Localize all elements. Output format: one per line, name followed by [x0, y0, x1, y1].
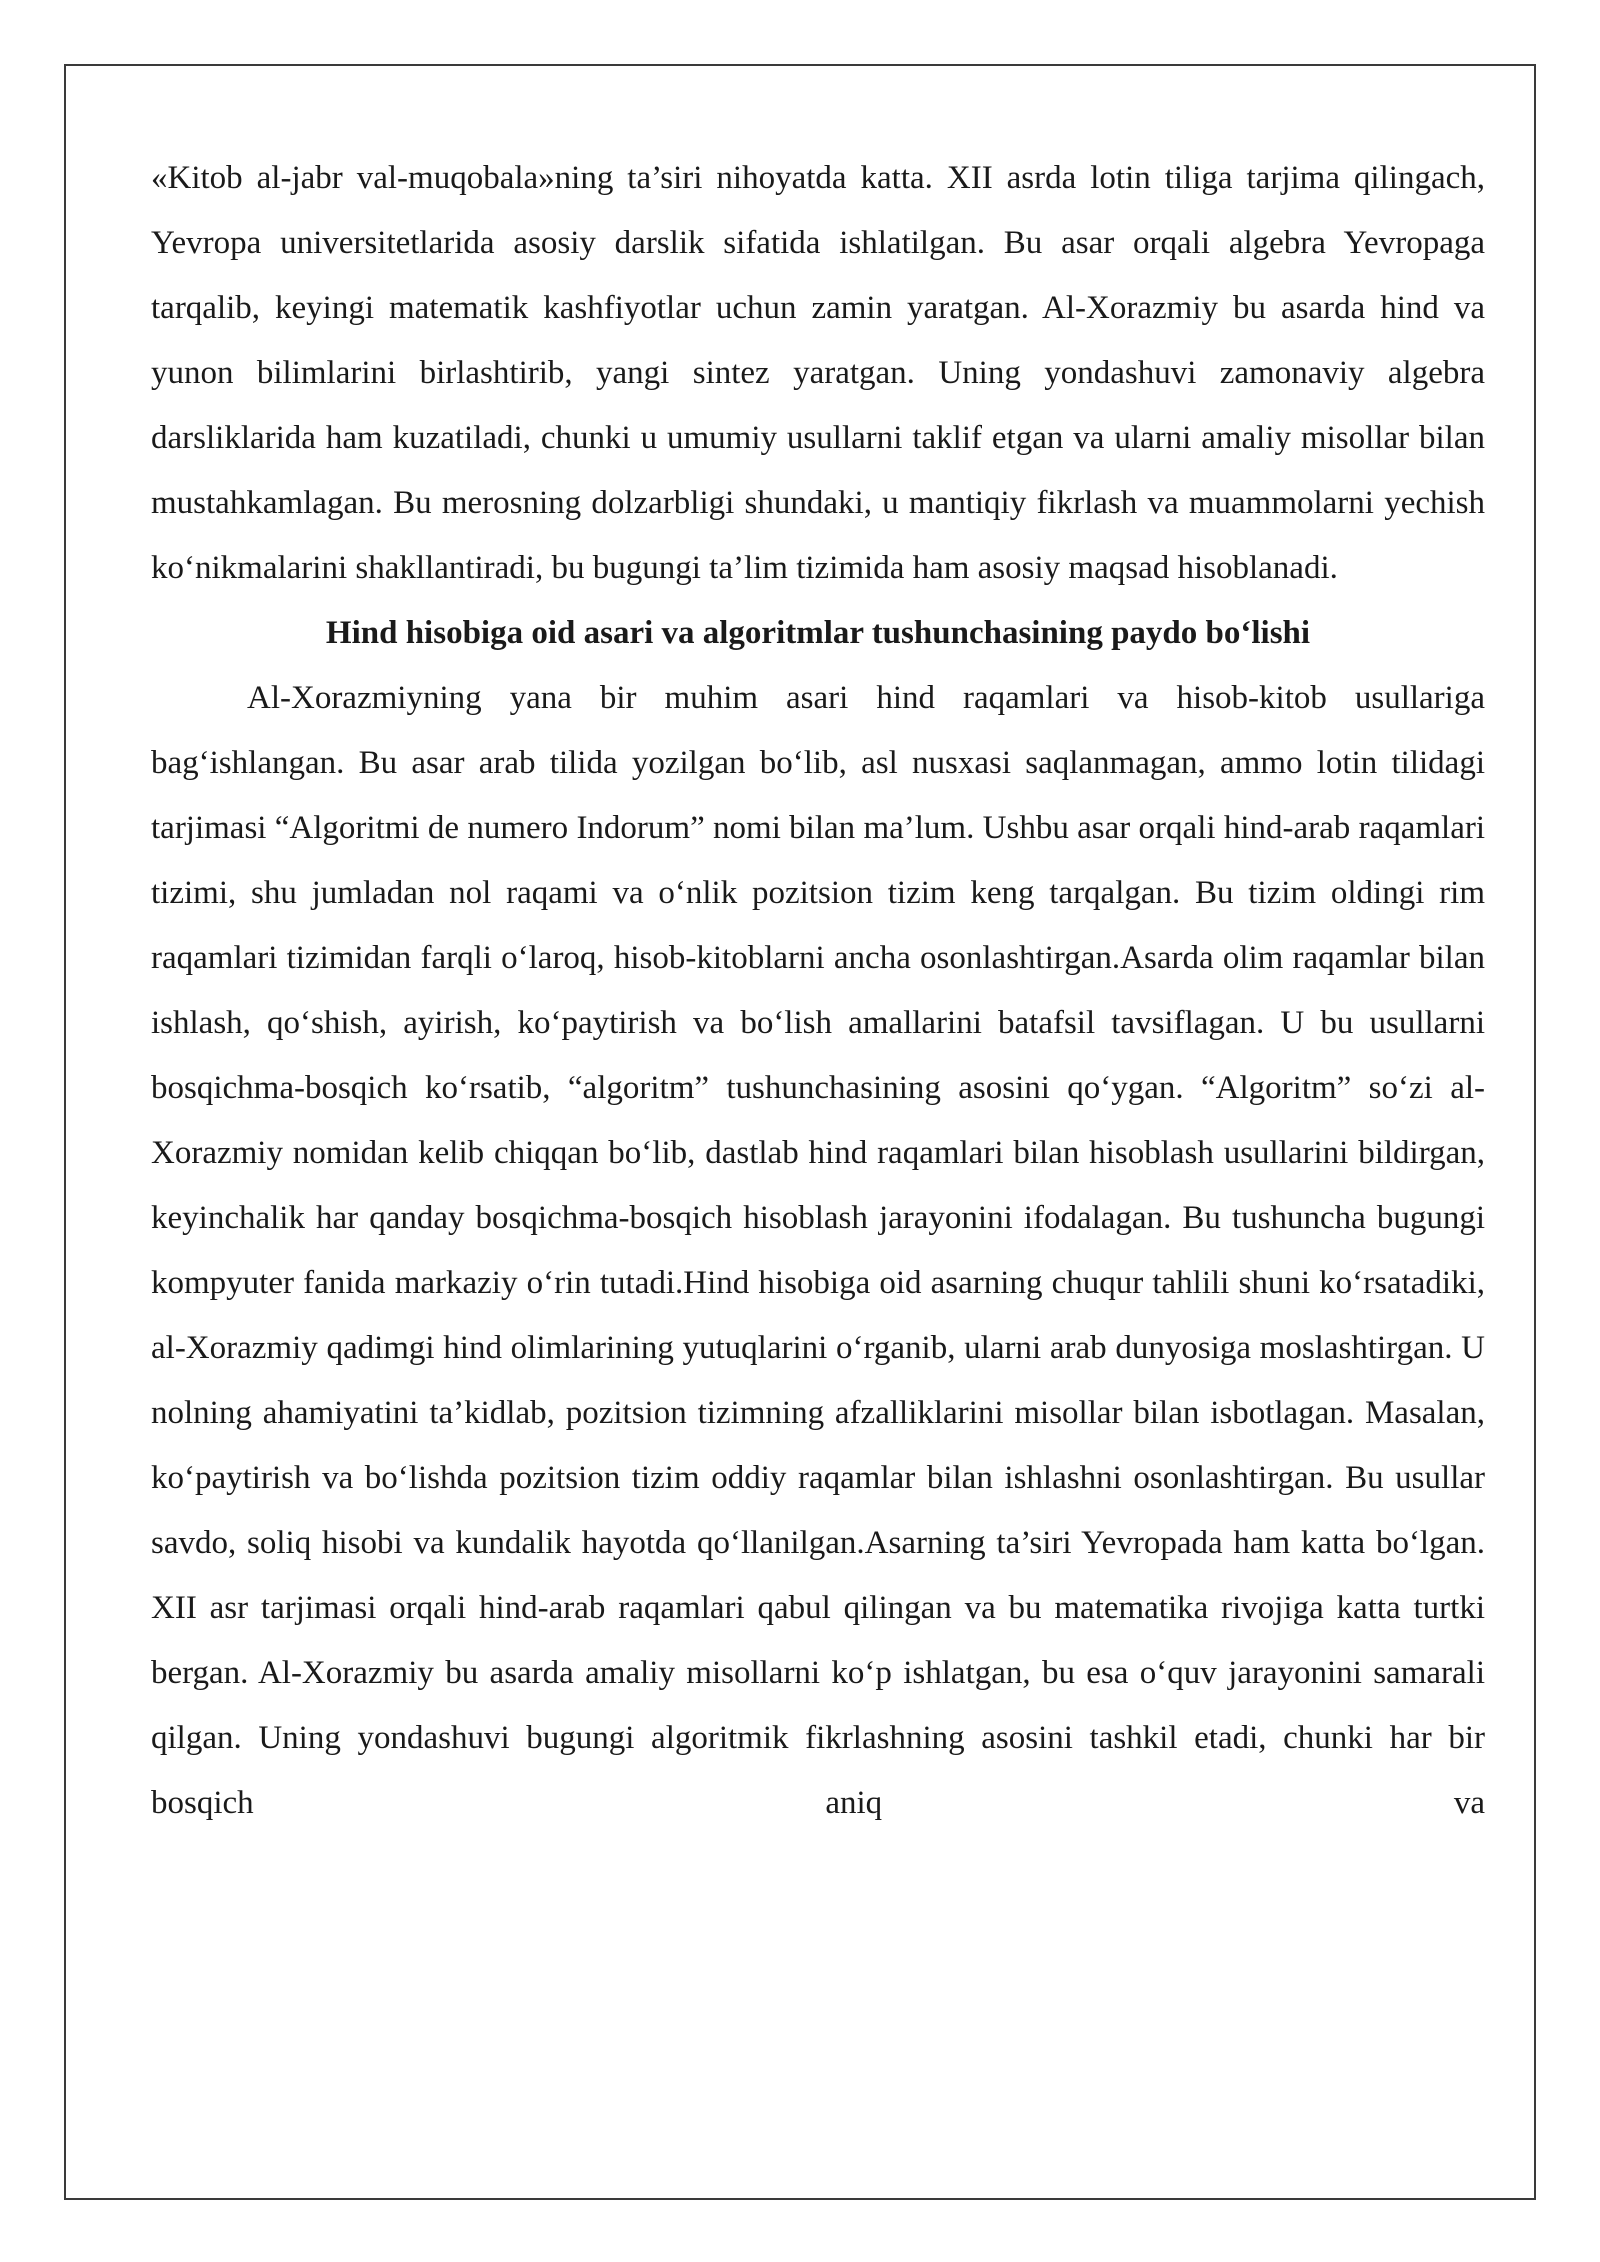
section-heading: Hind hisobiga oid asari va algoritmlar tushunchasining paydo bo‘lishi [325, 615, 1311, 651]
document-body [151, 146, 1485, 1836]
paragraph-algebra-influence: «Kitob al-jabr val-muqobala»ning ta’siri nihoyatda katta. XII asrda lotin tiliga tarjima qilingach, Yevropa universitetlarida asosiy darslik sifatida ishlatilgan. Bu asar orqali algebra Yevropaga tarqalib, keyingi matematik kashfiyotlar uchun zamin yaratgan. Al-Xorazmiy bu asarda hind va yunon bilimlarini birlashtirib, yangi sintez yaratgan. Uning yondashuvi zamonaviy algebra darsliklarida ham kuzatiladi, chunki u umumiy usullarni taklif etgan va ularni amaliy misollar bilan mustahkamlagan. Bu merosning dolzarbligi shundaki, u mantiqiy fikrlash va muammolarni yechish ko‘nikmalarini shakllantiradi, bu bugungi ta’lim tizimida ham asosiy maqsad hisoblanadi. [151, 160, 1485, 586]
paragraph-hindu-numerals: Al-Xorazmiyning yana bir muhim asari hind raqamlari va hisob-kitob usullariga bag‘ishlangan. Bu asar arab tilida yozilgan bo‘lib, asl nusxasi saqlanmagan, ammo lotin tilidagi tarjimasi “Algoritmi de numero Indorum” nomi bilan ma’lum. Ushbu asar orqali hind-arab raqamlari tizimi, shu jumladan nol raqami va o‘nlik pozitsion tizim keng tarqalgan. Bu tizim oldingi rim raqamlari tizimidan farqli o‘laroq, hisob-kitoblarni ancha osonlashtirgan.Asarda olim raqamlar bilan ishlash, qo‘shish, ayirish, ko‘paytirish va bo‘lish amallarini batafsil tavsiflagan. U bu usullarni bosqichma-bosqich ko‘rsatib, “algoritm” tushunchasining asosini qo‘ygan. “Algoritm” so‘zi al-Xorazmiy nomidan kelib chiqqan bo‘lib, dastlab hind raqamlari bilan hisoblash usullarini bildirgan, keyinchalik har qanday bosqichma-bosqich hisoblash jarayonini ifodalagan. Bu tushuncha bugungi kompyuter fanida markaziy o‘rin tutadi.Hind hisobiga oid asarning chuqur tahlili shuni ko‘rsatadiki, al-Xorazmiy qadimgi hind olimlarining yutuqlarini o‘rganib, ularni arab dunyosiga moslashtirgan. U nolning ahamiyatini ta’kidlab, pozitsion tizimning afzalliklarini misollar bilan isbotlagan. Masalan, ko‘paytirish va bo‘lishda pozitsion tizim oddiy raqamlar bilan ishlashni osonlashtirgan. Bu usullar savdo, soliq hisobi va kundalik hayotda qo‘llanilgan.Asarning ta’siri Yevropada ham katta bo‘lgan. XII asr tarjimasi orqali hind-arab raqamlari qabul qilingan va bu matematika rivojiga katta turtki bergan. Al-Xorazmiy bu asarda amaliy misollarni ko‘p ishlatgan, bu esa o‘quv jarayonini samarali qilgan. Uning yondashuvi bugungi algoritmik fikrlashning asosini tashkil etadi, chunki har bir bosqich aniq va [151, 680, 1485, 1821]
